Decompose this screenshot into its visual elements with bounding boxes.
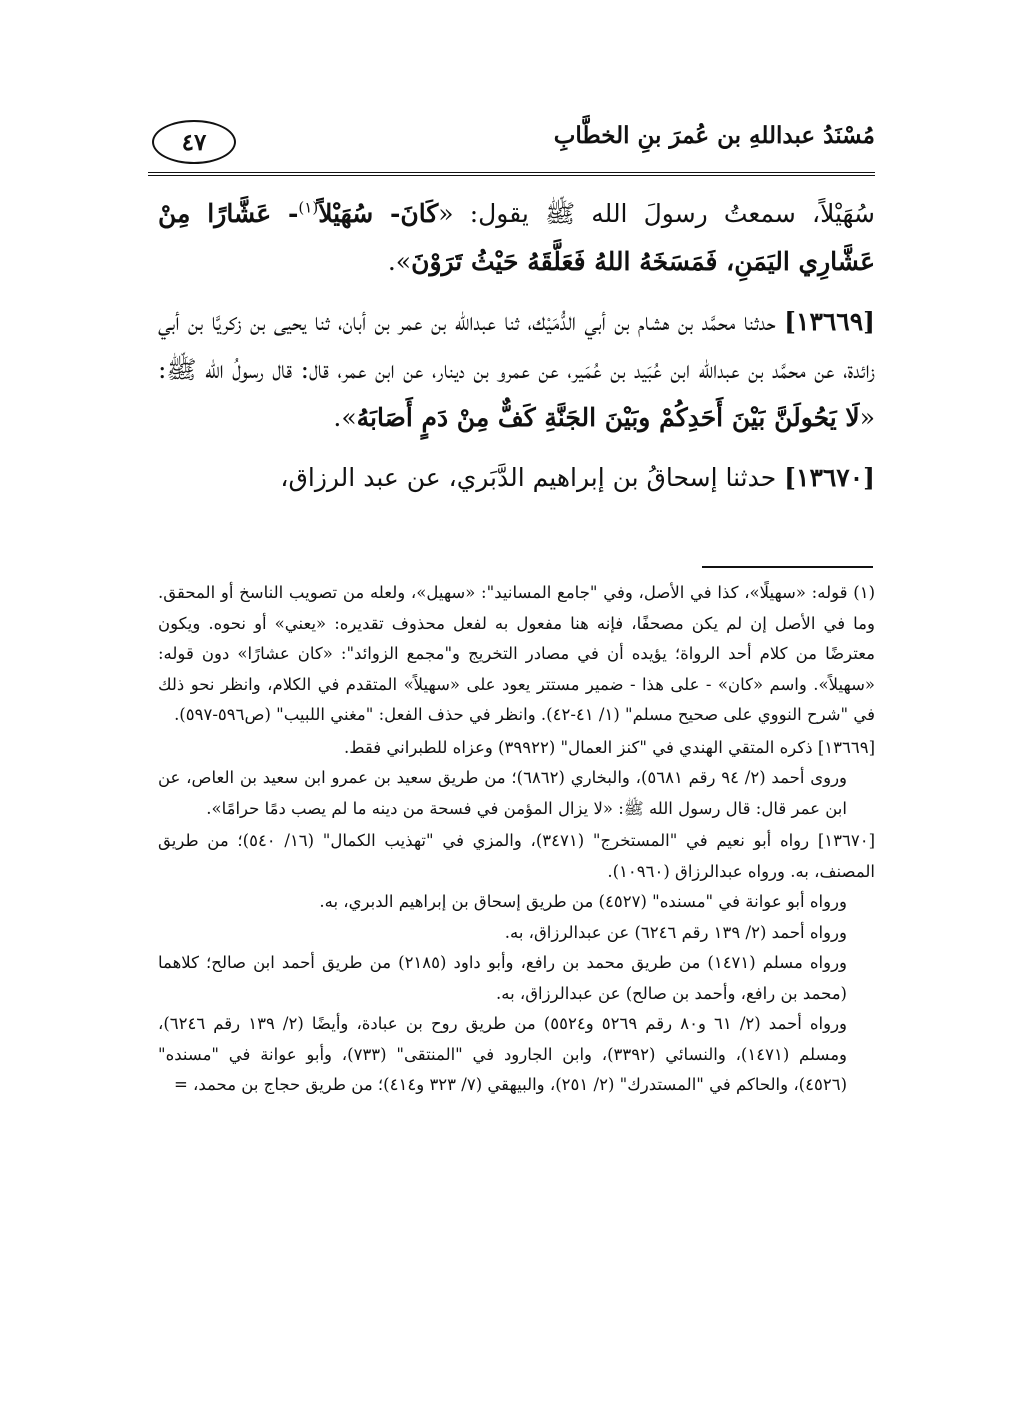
main-text	[158, 190, 875, 514]
footnote-1-label: (١)	[853, 583, 875, 602]
p1-text-end: ».	[387, 247, 412, 276]
takhrij-13670-line-2: ورواه أبو عوانة في "مسنده" (٤٥٢٧) من طريق إسحاق بن إبراهيم الدبري، به.	[319, 892, 847, 911]
takhrij-13670	[158, 826, 875, 1101]
footnote-1	[158, 578, 875, 731]
footnote-ref-1[interactable]: (١)	[298, 198, 319, 217]
p1-hadith-b: - عَشَّارًا مِنْ عَشَّارِي اليَمَنِ، فَمَسَخَهُ اللهُ فَعَلَّقَهُ حَيْثُ تَرَوْنَ	[158, 199, 875, 276]
paragraph-1	[158, 190, 875, 286]
footnotes	[158, 578, 875, 1103]
takhrij-13670-line-1: رواه أبو نعيم في "المستخرج" (٣٤٧١)، والمزي في "تهذيب الكمال" (١٦/ ٥٤٠)؛ من طريق المصنف، به. ورواه عبدالرزاق (١٠٩٦٠).	[158, 831, 875, 881]
p2-text-end: ».	[333, 403, 357, 432]
entry-number-13670: [١٣٦٧٠]	[784, 463, 875, 492]
p2-isnad: حدثنا محمَّد بن هشام بن أبي الدُّمَيْك، ثنا عبدالله بن عمر بن أبان، ثنا يحيى بن زكريَّا بن أبي زائدة، عن محمَّد بن عبدالله ابن عُبَيد بن عُمَير، عن عمرو بن دينار، عن ابن عمر، قال: قال رسولُ الله ﷺ: «	[158, 307, 875, 432]
header-rule	[148, 172, 875, 176]
p3-isnad: حدثنا إسحاقُ بن إبراهيم الدَّبَري، عن عبد الرزاق،	[280, 463, 785, 492]
p1-text-a: سُهَيْلاً، سمعتُ رسولَ الله ﷺ يقول: «	[438, 199, 875, 228]
p2-hadith: لَا يَحُولَنَّ بَيْنَ أَحَدِكُمْ وبَيْنَ الجَنَّةِ كَفٌّ مِنْ دَمٍ أَصَابَهُ	[356, 403, 860, 432]
running-title: مُسْنَدُ عبداللهِ بن عُمرَ بنِ الخطَّابِ	[553, 122, 875, 149]
footnote-1-text: قوله: «سهيلًا»، كذا في الأصل، وفي "جامع المسانيد": «سهيل»، ولعله من تصويب الناسخ أو المحقق. وما في الأصل إن لم يكن مصحفًا، فإنه هنا مفعول به لفعل محذوف تقديره: «يعني» أو نحوه. ويكون معترضًا من كلام أحد الرواة؛ يؤيده أن في مصادر التخريج و"مجمع الزوائد": «كان عشارًا» دون قوله: «سهيلاً». واسم «كان» - على هذا - ضمير مستتر يعود على «سهيلاً» المتقدم في الكلام، وانظر نحو ذلك في "شرح النووي على صحيح مسلم" (١/ ٤١-٤٢). وانظر في حذف الفعل: "مغني اللبيب" (ص٥٩٦-٥٩٧).	[158, 583, 875, 724]
takhrij-13669-line-2: وروى أحمد (٢/ ٩٤ رقم ٥٦٨١)، والبخاري (٦٨٦٢)؛ من طريق سعيد بن عمرو ابن سعيد بن العاص، عن ابن عمر قال: قال رسول الله ﷺ: «لا يزال المؤمن في فسحة من دينه ما لم يصب دمًا حرامًا».	[158, 768, 848, 818]
page-header	[148, 118, 875, 180]
p1-hadith-a: كَانَ- سُهَيْلاً	[318, 199, 439, 228]
takhrij-13669	[158, 733, 875, 825]
takhrij-13670-line-3: ورواه أحمد (٢/ ١٣٩ رقم ٦٢٤٦) عن عبدالرزاق، به.	[504, 922, 847, 942]
page-number: ٤٧	[152, 120, 236, 164]
takhrij-13670-label: [١٣٦٧٠]	[817, 831, 875, 850]
takhrij-13670-line-5: ورواه أحمد (٢/ ٦١ و٨٠ رقم ٥٢٦٩ و٥٥٢٤) من طريق روح بن عبادة، وأيضًا (٢/ ١٣٩ رقم ٦٢٤٦)، ومسلم (١٤٧١)، والنسائي (٣٣٩٢)، وابن الجارود في "المنتقى" (٧٣٣)، وأبو عوانة في "مسنده" (٤٥٢٦)، والحاكم في "المستدرك" (٢/ ٢٥١)، والبيهقي (٧/ ٣٢٣ و٤١٤)؛ من طريق حجاج بن محمد، =	[158, 1014, 848, 1094]
entry-number-13669: [١٣٦٦٩]	[784, 307, 875, 336]
takhrij-13669-label: [١٣٦٦٩]	[817, 737, 875, 757]
takhrij-13669-line-1: ذكره المتقي الهندي في "كنز العمال" (٣٩٩٢٢) وعزاه للطبراني فقط.	[344, 737, 813, 757]
takhrij-13670-line-4: ورواه مسلم (١٤٧١) من طريق محمد بن رافع، وأبو داود (٢١٨٥) من طريق أحمد ابن صالح؛ كلاهما (محمد بن رافع، وأحمد بن صالح) عن عبدالرزاق، به.	[158, 953, 848, 1003]
paragraph-13670	[158, 454, 875, 502]
footnote-separator	[702, 566, 873, 568]
paragraph-13669	[158, 298, 875, 442]
